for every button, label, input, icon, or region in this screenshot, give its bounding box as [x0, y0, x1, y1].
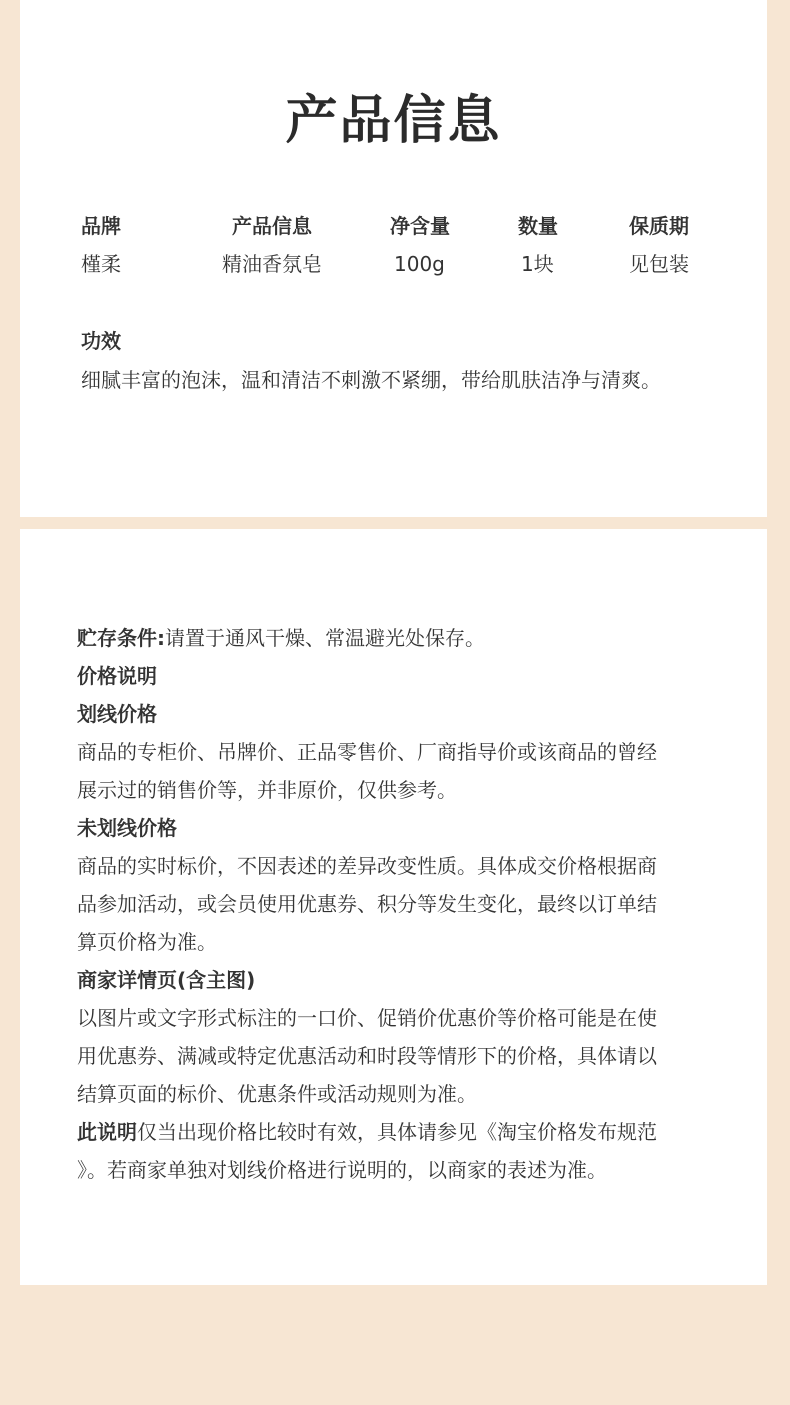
strike-text-line-2: 展示过的销售价等，并非原价，仅供参考。	[77, 778, 457, 802]
product-info-card	[20, 0, 767, 517]
detail-text-line-3: 结算页面的标价、优惠条件或活动规则为准。	[77, 1082, 477, 1106]
spec-quantity	[518, 211, 558, 279]
note-label: 此说明	[77, 1120, 137, 1144]
price-notes-card	[20, 529, 767, 1285]
note-text-line-1: 仅当出现价格比较时有效，具体请参见《淘宝价格发布规范	[137, 1120, 657, 1144]
storage-text: 请置于通风干燥、常温避光处保存。	[165, 626, 485, 650]
spec-value-quantity: 1块	[521, 252, 554, 276]
storage-line	[77, 619, 727, 657]
spec-value-net-content: 100g	[394, 252, 445, 276]
effect-label: 功效	[81, 329, 121, 353]
unstrike-text-line-3: 算页价格为准。	[77, 930, 217, 954]
spec-label-brand: 品牌	[81, 214, 121, 238]
note-text-line-2: 》。若商家单独对划线价格进行说明的，以商家的表述为准。	[77, 1158, 607, 1182]
spec-shelf-life	[629, 211, 689, 279]
spec-value-product: 精油香氛皂	[222, 252, 322, 276]
strike-title: 划线价格	[77, 702, 157, 726]
spec-label-shelf-life: 保质期	[629, 214, 689, 238]
spec-brand	[81, 211, 121, 279]
spec-label-net-content: 净含量	[390, 214, 450, 238]
spec-value-shelf-life: 见包装	[629, 252, 689, 276]
spec-label-product: 产品信息	[232, 214, 312, 238]
effect-text: 细腻丰富的泡沫，温和清洁不刺激不紧绷，带给肌肤洁净与清爽。	[81, 368, 661, 392]
detail-title: 商家详情页(含主图)	[77, 968, 256, 992]
unstrike-title: 未划线价格	[77, 816, 177, 840]
spec-net-content	[390, 211, 450, 279]
strike-text-line-1: 商品的专柜价、吊牌价、正品零售价、厂商指导价或该商品的曾经	[77, 740, 657, 764]
spec-product	[214, 211, 330, 279]
spec-label-quantity: 数量	[518, 214, 558, 238]
storage-label: 贮存条件:	[77, 626, 165, 650]
detail-text-line-1: 以图片或文字形式标注的一口价、促销价优惠价等价格可能是在使	[77, 1006, 657, 1030]
price-title: 价格说明	[77, 664, 157, 688]
unstrike-text-line-2: 品参加活动，或会员使用优惠券、积分等发生变化，最终以订单结	[77, 892, 657, 916]
notes-section	[77, 619, 727, 1189]
unstrike-text-line-1: 商品的实时标价，不因表述的差异改变性质。具体成交价格根据商	[77, 854, 657, 878]
detail-text-line-2: 用优惠券、满减或特定优惠活动和时段等情形下的价格，具体请以	[77, 1044, 657, 1068]
spec-value-brand: 槿柔	[81, 252, 121, 276]
page-title: 产品信息	[285, 90, 502, 151]
note-line-1	[77, 1113, 727, 1151]
